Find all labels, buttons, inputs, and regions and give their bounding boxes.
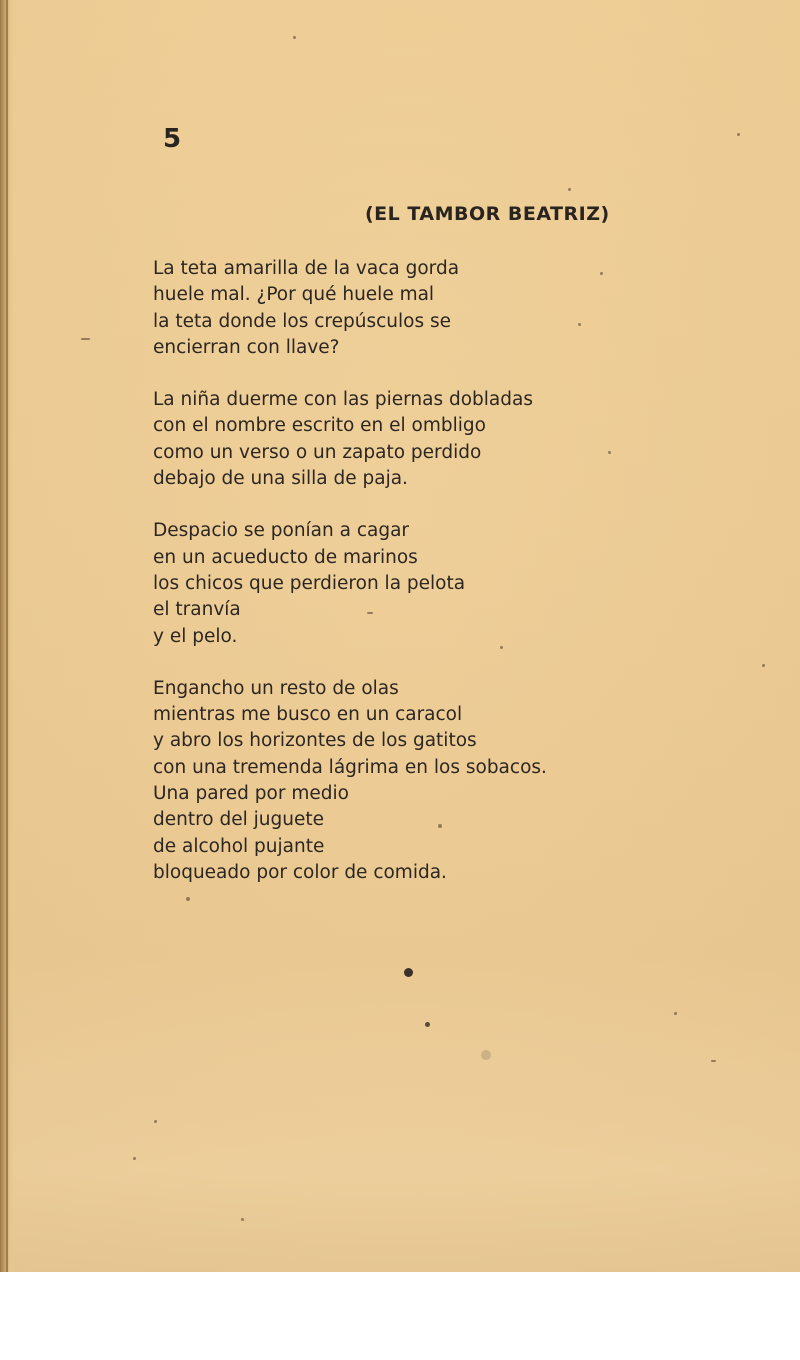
paper-speck [133, 1157, 136, 1160]
poem-line: la teta donde los crepúsculos se [153, 310, 451, 332]
poem-title: (EL TAMBOR BEATRIZ) [365, 203, 610, 225]
paper-speck [737, 133, 740, 136]
stanza-2 [153, 387, 653, 492]
poem-line: huele mal. ¿Por qué huele mal [153, 284, 435, 306]
paper-speck [293, 36, 296, 39]
poem-line: La niña duerme con las piernas dobladas [153, 389, 533, 411]
paper-stain [481, 1050, 491, 1060]
paper-speck [241, 1218, 244, 1221]
poem-line: Una pared por medio [153, 783, 349, 805]
poem-body [153, 256, 653, 912]
paper-speck [762, 664, 765, 667]
poem-line: y abro los horizontes de los gatitos [153, 730, 477, 752]
poem-line: mientras me busco en un caracol [153, 704, 463, 726]
stanza-3 [153, 518, 653, 649]
poem-line: como un verso o un zapato perdido [153, 441, 482, 463]
poem-line: dentro del juguete [153, 809, 324, 831]
poem-line: en un acueducto de marinos [153, 546, 418, 568]
paper-speck [81, 338, 90, 340]
paper-speck [568, 188, 571, 191]
poem-line: con el nombre escrito en el ombligo [153, 415, 486, 437]
poem-line: los chicos que perdieron la pelota [153, 572, 466, 594]
end-ornament-dot [404, 968, 413, 977]
poem-line: bloqueado por color de comida. [153, 861, 447, 883]
poem-line: Despacio se ponían a cagar [153, 520, 410, 542]
poem-line: el tranvía [153, 599, 241, 621]
page-number: 5 [163, 124, 182, 154]
stanza-4 [153, 676, 653, 886]
poem-line: de alcohol pujante [153, 835, 325, 857]
poem-line: encierran con llave? [153, 336, 340, 358]
paper-speck [711, 1060, 716, 1062]
binding-crease [6, 0, 8, 1272]
paper-speck [674, 1012, 677, 1015]
stanza-1 [153, 256, 653, 361]
end-ornament-dot-small [425, 1022, 430, 1027]
poem-line: debajo de una silla de paja. [153, 468, 408, 490]
poem-line: con una tremenda lágrima en los sobacos. [153, 756, 547, 778]
paper-speck [154, 1120, 157, 1123]
poem-line: La teta amarilla de la vaca gorda [153, 258, 460, 279]
poem-line: y el pelo. [153, 625, 238, 647]
poem-line: Engancho un resto de olas [153, 677, 399, 699]
